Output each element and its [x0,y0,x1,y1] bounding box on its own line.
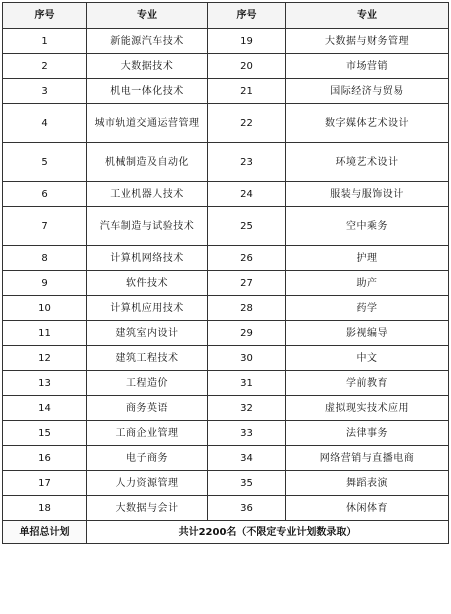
table-row [3,421,449,446]
index-cell: 29 [208,321,286,346]
index-cell: 23 [208,143,286,182]
header-major-1: 专业 [87,3,208,29]
index-cell: 11 [3,321,87,346]
index-cell: 19 [208,29,286,54]
major-cell: 工程造价 [87,371,208,396]
major-cell: 服装与服饰设计 [286,182,449,207]
index-cell: 4 [3,104,87,143]
major-cell: 环境艺术设计 [286,143,449,182]
table-row [3,207,449,246]
table-row [3,271,449,296]
table-row [3,346,449,371]
header-major-2: 专业 [286,3,449,29]
index-cell: 14 [3,396,87,421]
index-cell: 34 [208,446,286,471]
enrollment-plan-table [2,2,449,544]
index-cell: 12 [3,346,87,371]
index-cell: 33 [208,421,286,446]
major-cell: 护理 [286,246,449,271]
header-index-2: 序号 [208,3,286,29]
footer-row [3,521,449,544]
index-cell: 30 [208,346,286,371]
index-cell: 24 [208,182,286,207]
major-cell: 大数据与会计 [87,496,208,521]
table-row [3,496,449,521]
table-row [3,182,449,207]
index-cell: 22 [208,104,286,143]
index-cell: 26 [208,246,286,271]
index-cell: 10 [3,296,87,321]
index-cell: 25 [208,207,286,246]
table-row [3,371,449,396]
table-row [3,54,449,79]
major-cell: 数字媒体艺术设计 [286,104,449,143]
major-cell: 建筑室内设计 [87,321,208,346]
header-index-1: 序号 [3,3,87,29]
major-cell: 城市轨道交通运营管理 [87,104,208,143]
major-cell: 机电一体化技术 [87,79,208,104]
index-cell: 6 [3,182,87,207]
index-cell: 17 [3,471,87,496]
index-cell: 15 [3,421,87,446]
major-cell: 汽车制造与试验技术 [87,207,208,246]
index-cell: 21 [208,79,286,104]
index-cell: 31 [208,371,286,396]
table-row [3,446,449,471]
table-row [3,296,449,321]
table-row [3,471,449,496]
index-cell: 16 [3,446,87,471]
major-cell: 虚拟现实技术应用 [286,396,449,421]
index-cell: 8 [3,246,87,271]
index-cell: 20 [208,54,286,79]
major-cell: 工商企业管理 [87,421,208,446]
major-cell: 新能源汽车技术 [87,29,208,54]
index-cell: 2 [3,54,87,79]
major-cell: 工业机器人技术 [87,182,208,207]
major-cell: 舞蹈表演 [286,471,449,496]
header-row [3,3,449,29]
index-cell: 32 [208,396,286,421]
major-cell: 电子商务 [87,446,208,471]
table-row [3,104,449,143]
major-cell: 休闲体育 [286,496,449,521]
index-cell: 1 [3,29,87,54]
index-cell: 9 [3,271,87,296]
table-row [3,29,449,54]
total-plan-label: 单招总计划 [3,521,87,544]
major-cell: 药学 [286,296,449,321]
major-cell: 计算机应用技术 [87,296,208,321]
major-cell: 市场营销 [286,54,449,79]
index-cell: 27 [208,271,286,296]
index-cell: 5 [3,143,87,182]
major-cell: 网络营销与直播电商 [286,446,449,471]
index-cell: 35 [208,471,286,496]
major-cell: 中文 [286,346,449,371]
index-cell: 18 [3,496,87,521]
index-cell: 36 [208,496,286,521]
table-row [3,246,449,271]
major-cell: 商务英语 [87,396,208,421]
major-cell: 建筑工程技术 [87,346,208,371]
table-row [3,143,449,182]
major-cell: 学前教育 [286,371,449,396]
index-cell: 28 [208,296,286,321]
major-cell: 人力资源管理 [87,471,208,496]
major-cell: 国际经济与贸易 [286,79,449,104]
major-cell: 大数据技术 [87,54,208,79]
table-row [3,321,449,346]
index-cell: 13 [3,371,87,396]
index-cell: 3 [3,79,87,104]
major-cell: 软件技术 [87,271,208,296]
major-cell: 助产 [286,271,449,296]
index-cell: 7 [3,207,87,246]
major-cell: 计算机网络技术 [87,246,208,271]
major-cell: 大数据与财务管理 [286,29,449,54]
table-row [3,396,449,421]
major-cell: 影视编导 [286,321,449,346]
total-plan-value: 共计2200名（不限定专业计划数录取） [87,521,449,544]
major-cell: 机械制造及自动化 [87,143,208,182]
table-row [3,79,449,104]
major-cell: 法律事务 [286,421,449,446]
major-cell: 空中乘务 [286,207,449,246]
